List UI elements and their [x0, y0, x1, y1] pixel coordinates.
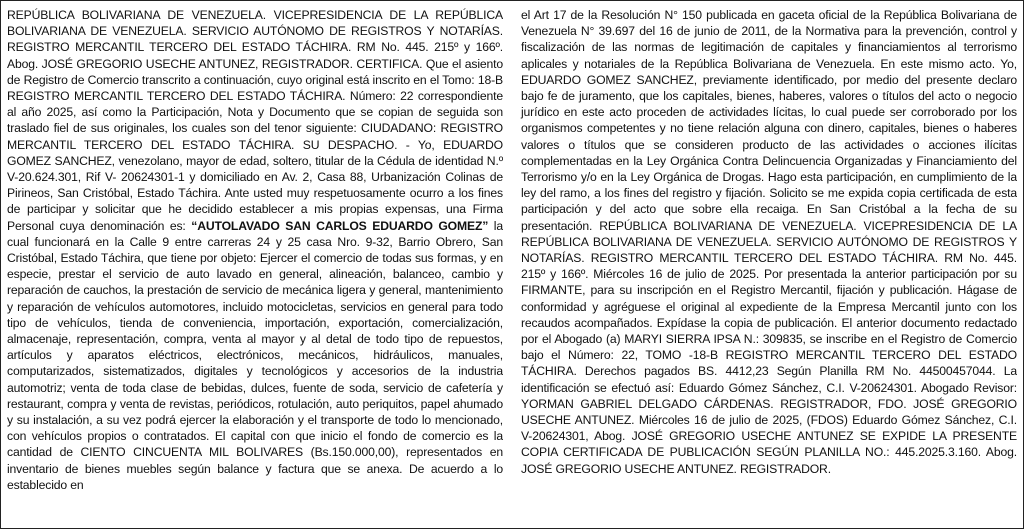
notice-column-left	[7, 7, 503, 528]
notice-column-right	[517, 7, 1017, 528]
firm-name: “AUTOLAVADO SAN CARLOS EDUARDO GOMEZ”	[191, 218, 489, 233]
notice-text-part-3: el Art 17 de la Resolución N° 150 publicada en gaceta oficial de la República Bolivariana de Venezuela N° 39.697 del 16 de junio de 2011, de la Normativa para la prevención, control y fiscalización de las normas de legitimación de capitales y financiamientos al terrorismo aplicales y notariales de la República Bolivariana de Venezuela. En este mismo acto. Yo, EDUARDO GOMEZ SANCHEZ, previamente identificado, por medio del presente declaro bajo fe de juramento, que los capitales, bienes, haberes, valores o títulos del acto o negocio jurídico en este acto proceden de actividades lícitas, lo cual puede ser corroborado por los organismos competentes y no tiene relación alguna con dinero, capitales, bienes o haberes valores o títulos que se consideren producto de las actividades o acciones ilícitas complementadas en la Ley Orgánica Contra Delincuencia Organizadas y Financiamiento del Terrorismo y/o en la Ley Orgánica de Drogas. Hago esta participación, en cumplimiento de la ley del ramo, a los fines del registro y fijación. Solicito se me expida copia certificada de esta participación y del acto que sobre ella recaiga. En San Cristóbal a la fecha de su presentación. REPÚBLICA BOLIVARIANA DE VENEZUELA. VICEPRESIDENCIA DE LA REPÚBLICA BOLIVARIANA DE VENEZUELA. SERVICIO AUTÓNOMO DE REGISTROS Y NOTARÍAS. REGISTRO MERCANTIL TERCERO DEL ESTADO TÁCHIRA. RM No. 445. 215º y 166º. Miércoles 16 de julio de 2025. Por presentada la anterior participación por su FIRMANTE, para su inscripción en el Registro Mercantil, fijación y publicación. Hágase de conformidad y agréguese el original al expediente de la Empresa Mercantil junto con los recaudos acompañados. Expídase la copia de publicación. El anterior documento redactado por el Abogado (a) MARYI SIERRA IPSA N.: 309835, se inscribe en el Registro de Comercio bajo el Número: 22, TOMO -18-B REGISTRO MERCANTIL TERCERO DEL ESTADO TÁCHIRA. Derechos pagados BS. 4412,23 Según Planilla RM No. 44500457044. La identificación se efectuó así: Eduardo Gómez Sánchez, C.I. V-20624301. Abogado Revisor: YORMAN GABRIEL DELGADO CÁRDENAS. REGISTRADOR, FDO. JOSÉ GREGORIO USECHE ANTUNEZ. Miércoles 16 de julio de 2025, (FDOS) Eduardo Gómez Sánchez, C.I. V-20624301, Abog. JOSÉ GREGORIO USECHE ANTUNEZ SE EXPIDE LA PRESENTE COPIA CERTIFICADA DE PUBLICACIÓN SEGÚN PLANILLA NO.: 445.2025.3.160. Abog. JOSÉ GREGORIO USECHE ANTUNEZ. REGISTRADOR.	[521, 8, 1017, 476]
notice-text-part-1: REPÚBLICA BOLIVARIANA DE VENEZUELA. VICEPRESIDENCIA DE LA REPÚBLICA BOLIVARIANA DE VENEZUELA. SERVICIO AUTÓNOMO DE REGISTROS Y NOTARÍAS. REGISTRO MERCANTIL TERCERO DEL ESTADO TÁCHIRA. RM No. 445. 215º y 166º. Abog. JOSÉ GREGORIO USECHE ANTUNEZ, REGISTRADOR. CERTIFICA. Que el asiento de Registro de Comercio transcrito a continuación, cuyo original está inscrito en el Tomo: 18-B REGISTRO MERCANTIL TERCERO DEL ESTADO TÁCHIRA. Número: 22 correspondiente al año 2025, así como la Participación, Nota y Documento que se copian de seguida son traslado fiel de sus originales, los cuales son del tenor siguiente: CIUDADANO: REGISTRO MERCANTIL TERCERO DEL ESTADO TÁCHIRA. SU DESPACHO. - Yo, EDUARDO GOMEZ SANCHEZ, venezolano, mayor de edad, soltero, titular de la Cédula de identidad N.º V-20.624.301, Rif V- 20624301-1 y domiciliado en Av. 2, Casa 88, Urbanización Colinas de Pirineos, San Cristóbal, Estado Táchira. Ante usted muy respetuosamente ocurro a los fines de participar y solicitar que he decidido establecer a mis propias expensas, una Firma Personal cuya denominación es:	[7, 8, 503, 233]
notice-text-part-2: la cual funcionará en la Calle 9 entre carreras 24 y 25 casa Nro. 9-32, Barrio Obrero, San Cristóbal, Estado Táchira, que tiene por objeto: Ejercer el comercio de todas sus formas, y en especie, prestar el servicio de auto lavado en general, alineación, balanceo, cambio y reparación de cauchos, la prestación de servicio de mecánica ligera y general, mantenimiento y reparación de vehículos automotores, incluido motocicletas, servicios en general para todo tipo de vehículos, tienda de conveniencia, importación, exportación, comercialización, almacenaje, representación, compra, venta al mayor y al detal de todo tipo de repuestos, artículos y aparatos eléctricos, electrónicos, mecánicos, hidráulicos, manuales, computarizados, sistematizados, digitales y tecnológicos y accesorios de la industria automotriz; venta de toda clase de bebidas, dulces, fuente de soda, servicio de cafetería y restaurant, compra y venta de revistas, periódicos, rotulación, auto periquitos, papel ahumado y su instalación, a su vez podrá ejercer la elaboración y el transporte de todo lo mencionado, con vehículos propios o contratados. El capital con que inicio el fondo de comercio es la cantidad de CIENTO CINCUENTA MIL BOLIVARES (Bs.150.000,00), representados en inventario de bienes muebles según balance y factura que se anexa. De acuerdo a lo establecido en	[7, 218, 503, 492]
